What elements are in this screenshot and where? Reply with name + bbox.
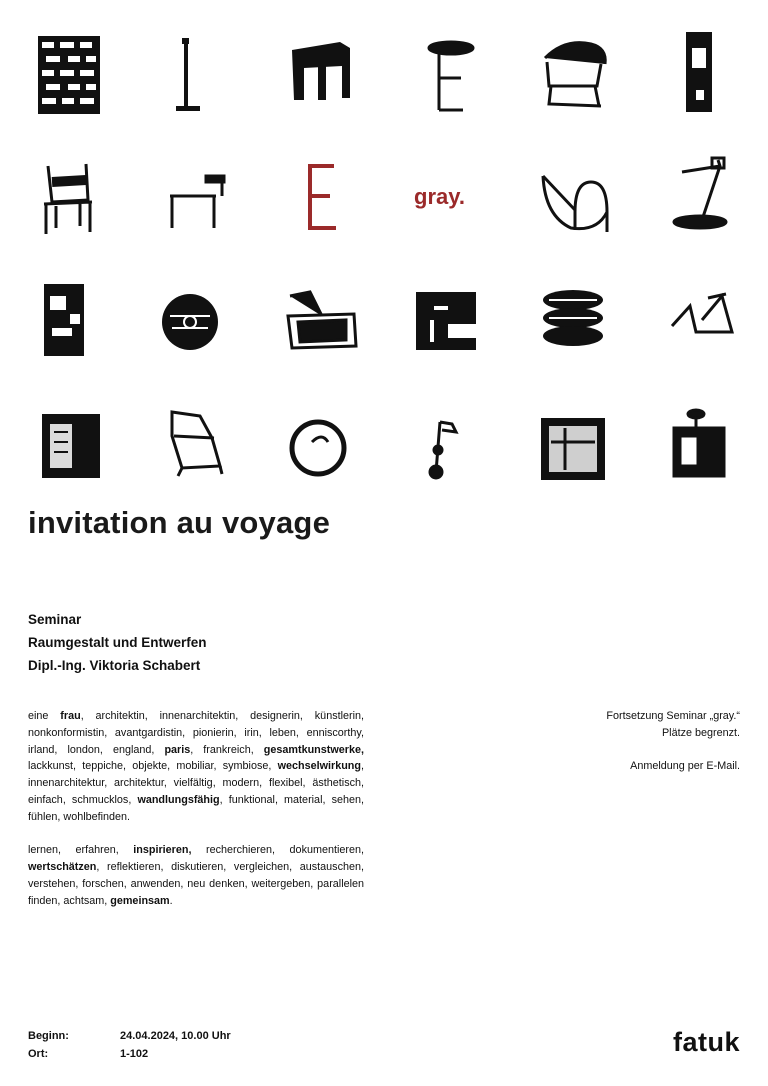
side-table-print-icon xyxy=(662,152,742,242)
carpet-print-icon xyxy=(535,402,615,492)
tube-armchair-print-icon xyxy=(535,28,615,118)
tube-desk-print-icon xyxy=(160,152,240,242)
description-paragraph-1: eine frau, architektin, innenarchitektin, designerin, künstlerin, nonkonformistin, avantgardistin, pionierin, irin, leben, enniscorthy, irland, london, england, paris, frankreich, gesamtkunstwerke, lackkunst, teppiche, objekte, mobiliar, symbiose, wechselwirkung, innenarchitektur, architektur, vielfältig, modern, flexibel, ästhetisch, einfach, schmucklos, wandlungsfähig, funktional, material, sehen, fühlen, wohlbefinden. xyxy=(28,710,364,823)
print-grid xyxy=(0,0,768,490)
tall-cabinet-print-icon xyxy=(662,28,742,118)
brick-wall-print-icon xyxy=(30,28,110,118)
seminar-label: Seminar xyxy=(28,612,82,627)
begin-value: 24.04.2024, 10.00 Uhr xyxy=(120,1030,231,1042)
black-stool-print-icon xyxy=(282,28,362,118)
square-rug-print-icon xyxy=(408,276,488,366)
satellite-mirror-print-icon xyxy=(408,402,488,492)
tube-chair-print-icon xyxy=(30,152,110,242)
round-rug-print-icon xyxy=(160,276,240,366)
side-notes xyxy=(606,708,740,775)
curved-tube-chair-print-icon xyxy=(535,152,615,242)
textured-rug-print-icon xyxy=(30,402,110,492)
description-paragraph-2: lernen, erfahren, inspirieren, recherchieren, dokumentieren, wertschätzen, reflektieren, diskutieren, vergleichen, austauschen, verstehen, forschen, anwenden, neu denken, weitergeben, parallelen finden, achtsam, gemeinsam. xyxy=(28,844,364,907)
event-info xyxy=(28,1027,231,1063)
place-row xyxy=(28,1045,231,1063)
fatuk-logo: fatuk xyxy=(672,1027,740,1057)
limited-seats-note: Plätze begrenzt. xyxy=(661,726,740,739)
stacked-cushions-print-icon xyxy=(535,276,615,366)
seminar-lecturer: Dipl.-Ing. Viktoria Schabert xyxy=(28,658,201,673)
seminar-course: Raumgestalt und Entwerfen xyxy=(28,635,207,650)
begin-label: Beginn: xyxy=(28,1030,69,1042)
description-text xyxy=(28,708,364,926)
page-title: invitation au voyage xyxy=(28,505,331,540)
folding-chair-print-icon xyxy=(662,276,742,366)
red-e-table-print-icon xyxy=(282,152,362,242)
cabinet-print-icon xyxy=(30,276,110,366)
side-table-e-print-icon xyxy=(415,28,495,118)
place-label: Ort: xyxy=(28,1048,49,1060)
svg-text:gray.: gray. xyxy=(414,184,465,209)
place-value: 1-102 xyxy=(120,1048,149,1060)
circular-mirror-print-icon xyxy=(282,402,362,492)
gray-logo-stamp xyxy=(408,152,488,242)
lounge-chair-print-icon xyxy=(160,402,240,492)
floor-lamp-print-icon xyxy=(160,28,240,118)
seminar-block xyxy=(28,608,207,677)
registration-note: Anmeldung per E-Mail. xyxy=(630,760,740,773)
dressing-table-print-icon xyxy=(662,402,742,492)
continuation-note: Fortsetzung Seminar „gray.“ xyxy=(606,710,740,722)
club-armchair-print-icon xyxy=(282,276,362,366)
begin-row xyxy=(28,1027,231,1045)
